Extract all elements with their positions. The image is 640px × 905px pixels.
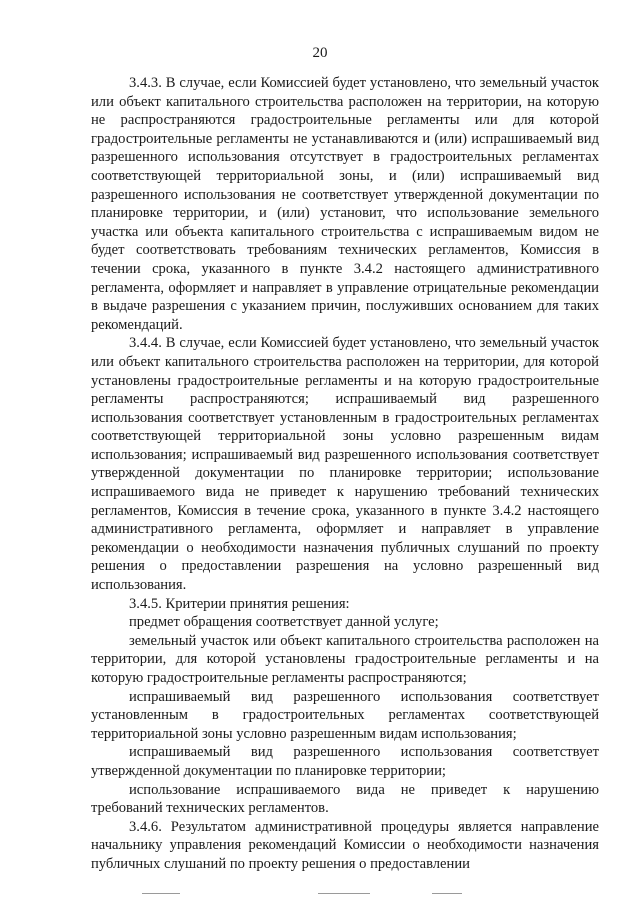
- scan-mark: [432, 893, 462, 894]
- criterion-item: испрашиваемый вид разрешенного использования соответствует установленным в градостроительных регламентах соответствующей территориальной зоны условно разрешенным видам использования;: [91, 688, 599, 742]
- paragraph-3-4-6: 3.4.6. Результатом административной процедуры является направление начальнику управления рекомендаций Комиссии о необходимости назначения публичных слушаний по проекту решения о предоставлении: [91, 818, 599, 872]
- page-number: 20: [312, 45, 328, 61]
- document-body: [91, 74, 599, 874]
- criterion-item: предмет обращения соответствует данной услуге;: [129, 614, 439, 631]
- criterion-item: использование испрашиваемого вида не приведет к нарушению требований технических регламентов.: [91, 781, 599, 817]
- paragraph-3-4-3: 3.4.3. В случае, если Комиссией будет установлено, что земельный участок или объект капитального строительства расположен на территории, на которую не распространяются градостроительные регламенты или для которой градостроительные регламенты не устанавливаются и (или) испрашиваемый вид разрешенного использования отсутствует в градостроительных регламентах соответствующей территориальной зоны, и (или) испрашиваемый вид разрешенного использования не соответствует утвержденной документации по планировке территории, и (или) установит, что использование земельного участка или объекта капитального строительства с испрашиваемым видом не будет соответствовать требованиям технических регламентов, Комиссия в течении срока, указанного в пункте 3.4.2 настоящего административного регламента, оформляет и направляет в управление отрицательные рекомендации в выдаче разрешения с указанием причин, послуживших основанием для таких рекомендаций.: [91, 75, 599, 333]
- scan-mark: [318, 893, 370, 894]
- criterion-item: испрашиваемый вид разрешенного использования соответствует утвержденной документации по планировке территории;: [91, 744, 599, 779]
- paragraph-3-4-5: 3.4.5. Критерии принятия решения:: [129, 595, 350, 612]
- scan-mark: [142, 893, 180, 894]
- criterion-item: земельный участок или объект капитального строительства расположен на территории, для которой установлены градостроительные регламенты и на которую градостроительные регламенты распространяются;: [91, 632, 599, 686]
- paragraph-3-4-4: 3.4.4. В случае, если Комиссией будет установлено, что земельный участок или объект капитального строительства расположен на территории, для которой установлены градостроительные регламенты и на которую градостроительные регламенты распространяются; испрашиваемый вид разрешенного использования соответствует установленным в градостроительных регламентах соответствующей территориальной зоны условно разрешенным видам использования; испрашиваемый вид разрешенного использования соответствует утвержденной документации по планировке территории; использование испрашиваемого вида не приведет к нарушению требований технических регламентов, Комиссия в течение срока, указанного в пункте 3.4.2 настоящего административного регламента, оформляет и направляет в управление рекомендации о необходимости назначения публичных слушаний по проекту решения о предоставлении разрешения на условно разрешенный вид использования.: [91, 335, 599, 594]
- scan-edge-marks: [0, 893, 640, 897]
